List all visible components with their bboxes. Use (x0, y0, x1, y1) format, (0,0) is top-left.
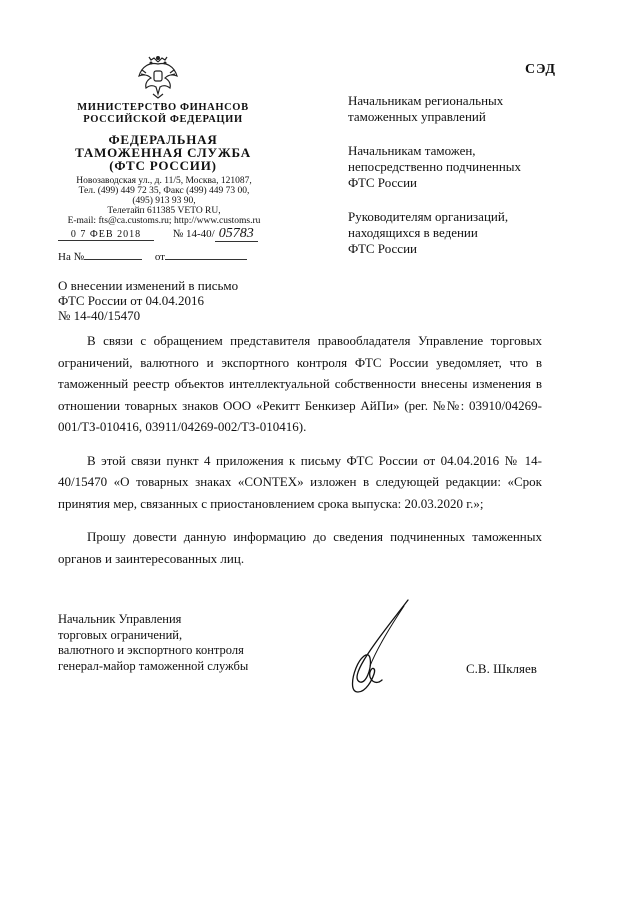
service-name (70, 133, 256, 172)
address-line: Новозаводская ул., д. 11/5, Москва, 121087, (76, 176, 252, 186)
from-label: от (154, 251, 165, 263)
letter-body (58, 330, 542, 581)
email-line: E-mail: fts@ca.customs.ru; http://www.customs.ru (67, 216, 261, 226)
letter-subject (58, 278, 238, 323)
ministry-name (70, 102, 256, 126)
eagle-emblem-icon (136, 54, 180, 100)
recipient-line: ФТС России (348, 175, 417, 190)
registration-number-label: № 14-40/ (172, 228, 215, 240)
recipient-line: находящихся в ведении (348, 225, 478, 240)
signatory-position (58, 612, 248, 674)
ministry-line: МИНИСТЕРСТВО ФИНАНСОВ (77, 102, 249, 113)
from-blank (165, 259, 247, 260)
body-paragraph: Прошу довести данную информацию до сведения подчиненных таможенных органов и заинтересованных лиц. (58, 529, 542, 566)
position-line: генерал-майор таможенной службы (58, 658, 249, 673)
position-line: валютного и экспортного контроля (58, 643, 244, 657)
registration-date: 0 7 ФЕВ 2018 (58, 229, 154, 241)
body-paragraph: В связи с обращением представителя правообладателя Управление торговых ограничений, валютного и экспортного контроля ФТС России уведомляет, что в таможенный реестр объектов интеллектуальной собственности внесены изменения в отношении товарных знаков ООО «Рекитт Бенкизер АйПи» (рег. №№: 03910/04269-001/ТЗ-010416, 03911/04269-002/ТЗ-010416). (58, 333, 542, 434)
subject-line: О внесении изменений в письмо (58, 278, 239, 293)
recipient-line: Начальникам таможен, (348, 143, 476, 158)
subject-line: ФТС России от 04.04.2016 (58, 293, 205, 308)
service-line: ФЕДЕРАЛЬНАЯ (108, 132, 218, 147)
on-number-label: На № (58, 251, 85, 263)
signature-icon (330, 596, 440, 700)
address-block (58, 176, 270, 226)
sed-mark: СЭД (524, 62, 556, 77)
address-line: (495) 913 93 90, (132, 196, 196, 206)
registration-line (58, 226, 258, 242)
reference-line (58, 251, 247, 263)
recipient-line: непосредственно подчиненных (348, 159, 522, 174)
ministry-line: РОССИЙСКОЙ ФЕДЕРАЦИИ (83, 114, 243, 125)
position-line: торговых ограничений, (58, 627, 183, 642)
recipient-block (348, 143, 521, 191)
address-line: Телетайп 611385 VETO RU, (107, 206, 221, 216)
registration-number-handwritten: 05783 (215, 226, 258, 242)
body-paragraph: В этой связи пункт 4 приложения к письму ФТС России от 04.04.2016 № 14-40/15470 «О товарных знаках «CONTEX» изложен в следующей редакции: «Срок принятия мер, связанных с приостановлением срока выпуска: 20.03.2020 г.»; (58, 452, 542, 511)
recipient-line: таможенных управлений (348, 109, 486, 124)
recipient-block (348, 93, 503, 125)
signatory-name: С.В. Шкляев (466, 661, 537, 676)
service-line: ТАМОЖЕННАЯ СЛУЖБА (75, 145, 251, 160)
recipient-line: Руководителям организаций, (348, 209, 509, 224)
service-line: (ФТС РОССИИ) (109, 158, 217, 173)
address-line: Тел. (499) 449 72 35, Факс (499) 449 73 00, (78, 186, 250, 196)
recipient-line: Начальникам региональных (348, 93, 504, 108)
on-number-blank (84, 259, 142, 260)
recipient-block (348, 209, 508, 257)
subject-line: № 14-40/15470 (58, 308, 141, 323)
recipient-line: ФТС России (348, 241, 417, 256)
position-line: Начальник Управления (58, 612, 182, 626)
